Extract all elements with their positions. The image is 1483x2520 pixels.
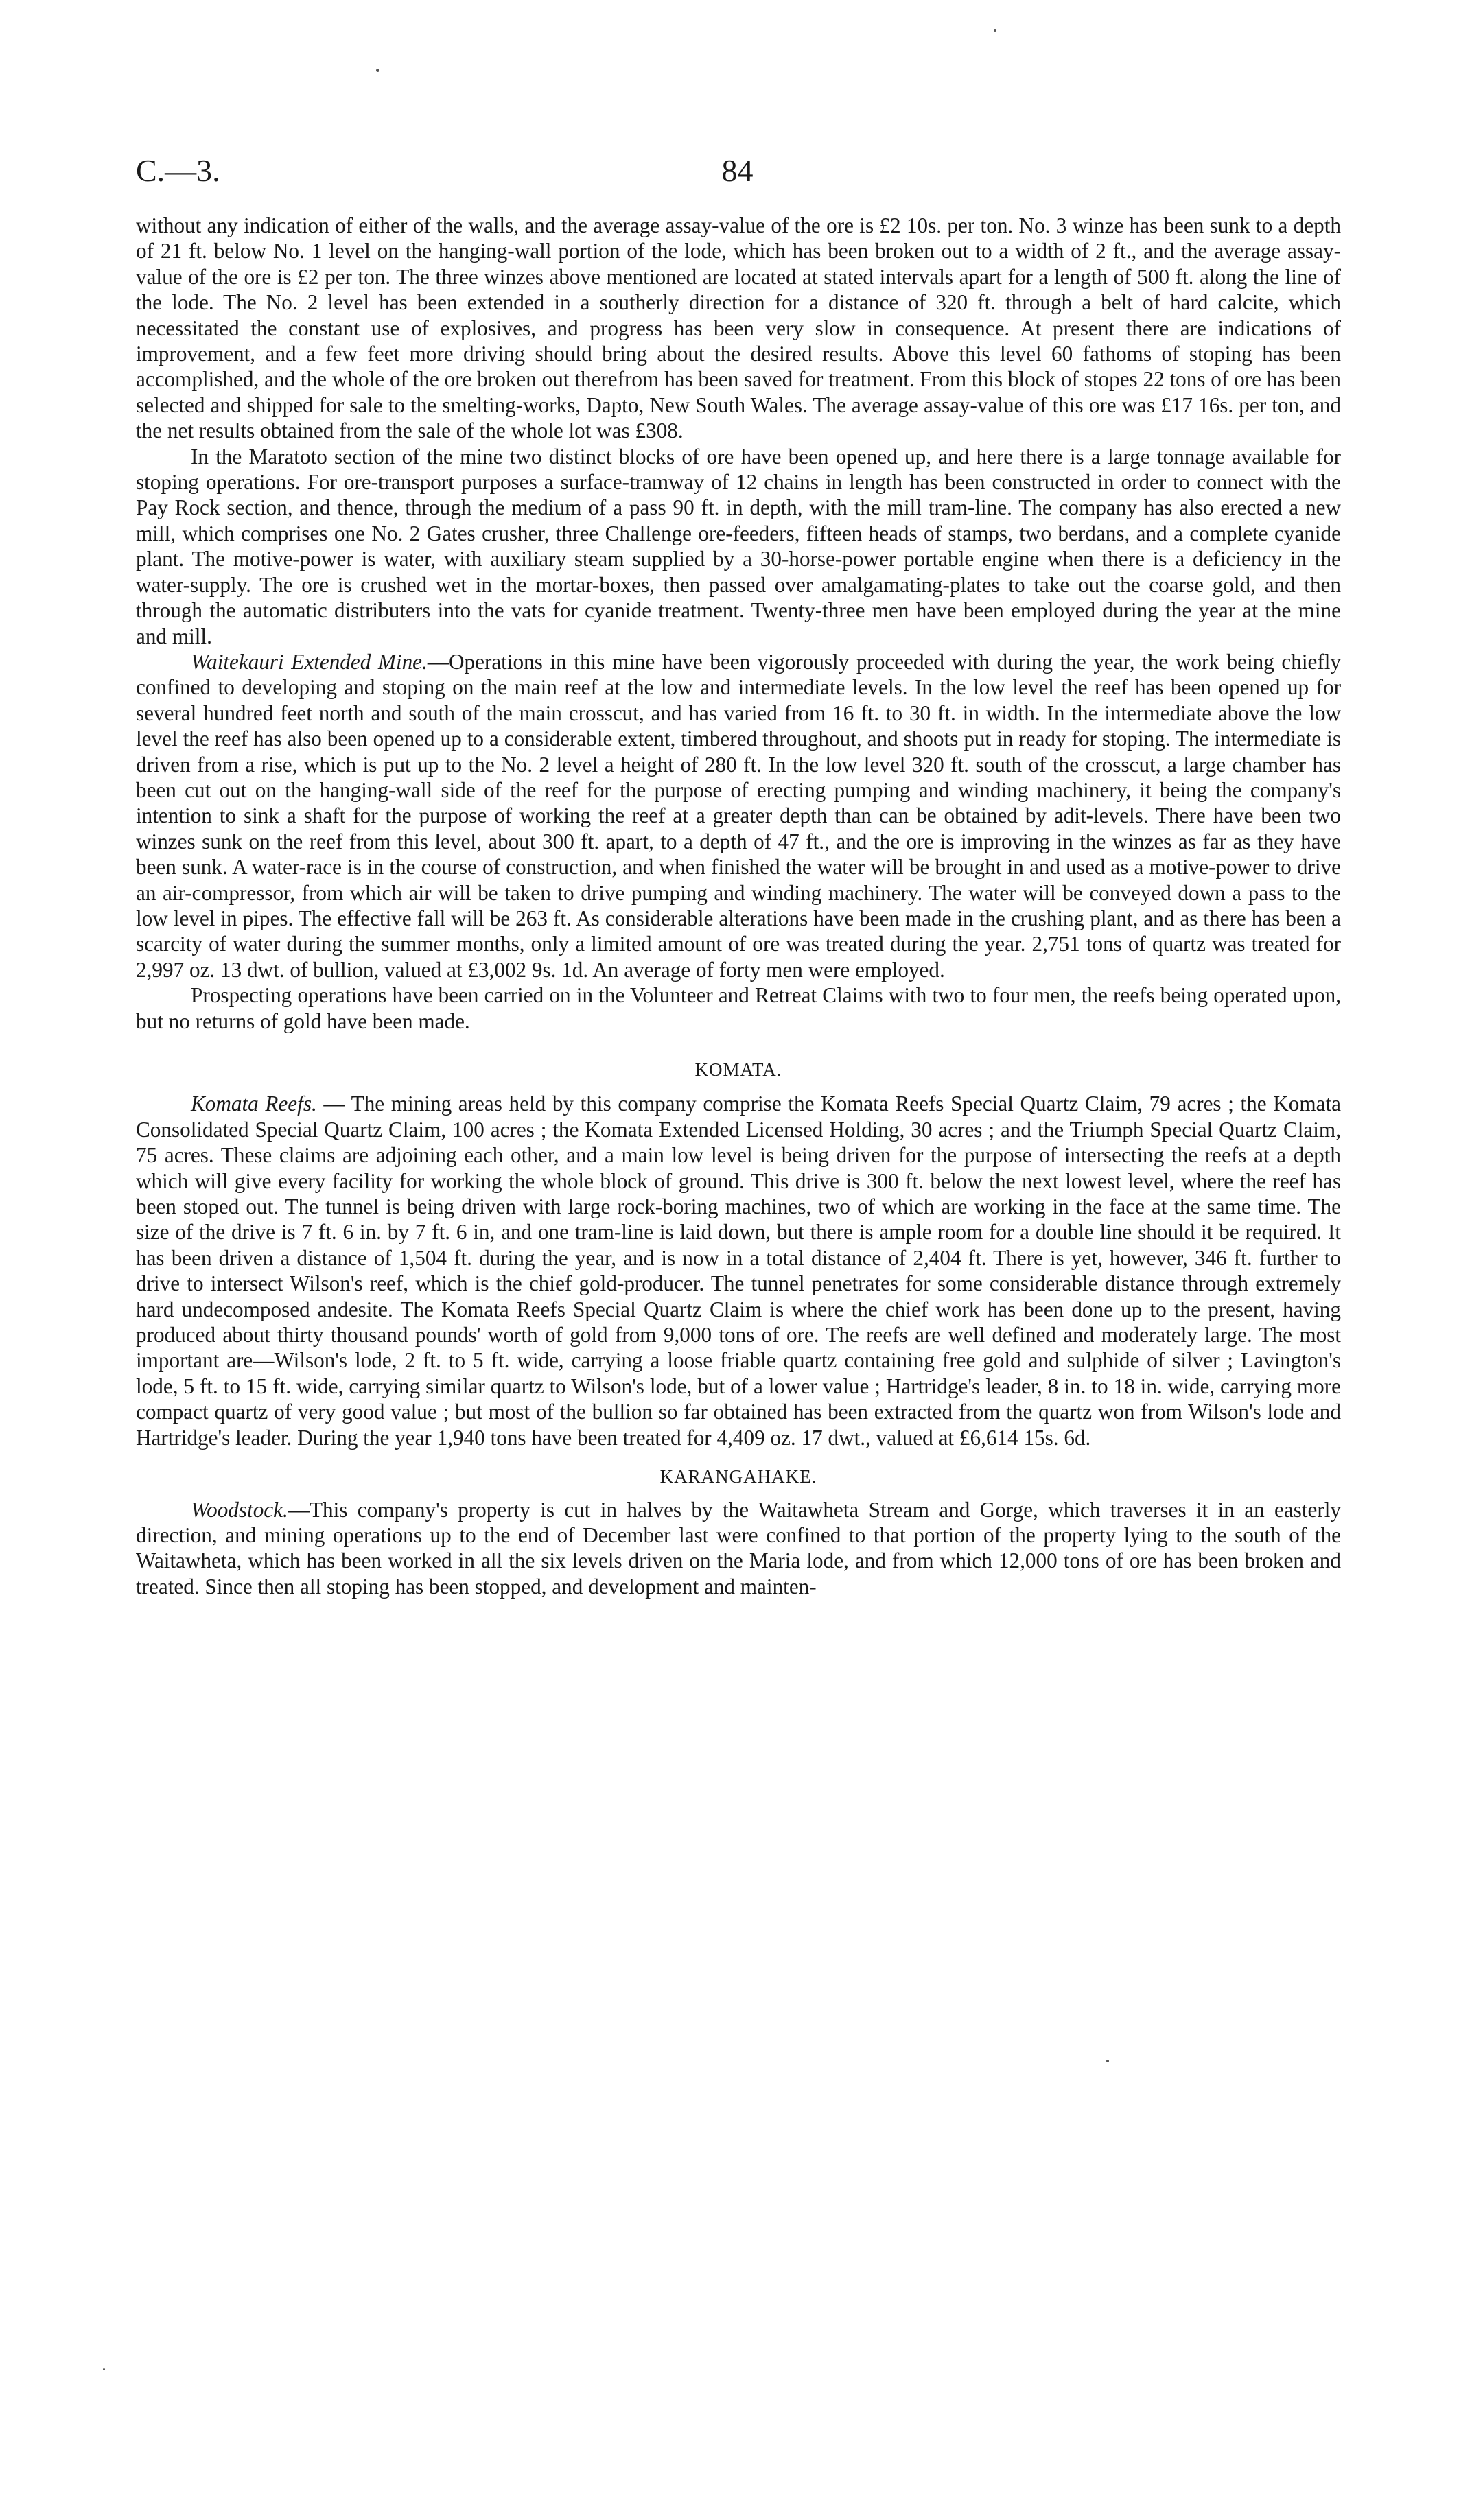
body-text (136, 213, 1341, 1599)
page-header (136, 152, 1339, 200)
woodstock-title: Woodstock. (191, 1497, 288, 1522)
document-code: C.—3. (136, 153, 220, 188)
section-heading-komata: KOMATA. (694, 1059, 782, 1080)
komata-reefs-text: — The mining areas held by this company comprise the Komata Reefs Special Quartz Claim, 79 acres ; the Komata Consolidated Special Quartz Claim, 100 acres ; the Komata Extended Licensed Holding, 30 acres ; and the Triumph Special Quartz Claim, 75 acres. These claims are adjoining each other, and a main low level is being driven for the purpose of intersecting the reefs at a depth which will give every facility for working the whole block of ground. This drive is 300 ft. below the next lowest level, where the reef has been stoped out. The tunnel is being driven with large rock-boring machines, two of which are working in the face at the same time. The size of the drive is 7 ft. 6 in. by 7 ft. 6 in, and one tram-line is laid down, but there is ample room for a double line should it be required. It has been driven a distance of 1,504 ft. during the year, and is now in a total distance of 2,404 ft. There is yet, however, 346 ft. further to drive to intersect Wilson's reef, which is the chief gold-producer. The tunnel penetrates for some considerable distance through extremely hard undecomposed andesite. The Komata Reefs Special Quartz Claim is where the chief work has been done up to the present, having produced about thirty thousand pounds' worth of gold from 9,000 tons of ore. The reefs are well defined and moderately large. The most important are—Wilson's lode, 2 ft. to 5 ft. wide, carrying a loose friable quartz containing free gold and sulphide of silver ; Lavington's lode, 5 ft. to 15 ft. wide, carrying similar quartz to Wilson's lode, but of a lower value ; Hartridge's leader, 8 in. to 18 in. wide, carrying more compact quartz of very good value ; but most of the bullion so far obtained has been extracted from the quartz won from Wilson's lode and Hartridge's leader. During the year 1,940 tons have been treated for 4,409 oz. 17 dwt., valued at £6,614 15s. 6d. (136, 1092, 1341, 1450)
scan-speck (103, 2368, 105, 2370)
paragraph-waitekauri (136, 649, 1341, 982)
paragraph-woodstock (136, 1497, 1341, 1600)
scan-speck (994, 29, 996, 32)
paragraph-continuation: without any indication of either of the walls, and the average assay-value of the ore is £2 10s. per ton. No. 3 winze has been sunk to a depth of 21 ft. below No. 1 level on the hanging-wall portion of the lode, which has been broken out to a width of 2 ft., and the average assay-value of the ore is £2 per ton. The three winzes above mentioned are located at stated intervals apart for a length of 500 ft. along the line of the lode. The No. 2 level has been extended in a southerly direction for a distance of 320 ft. through a belt of hard calcite, which necessitated the constant use of explosives, and progress has been very slow in consequence. At present there are indications of improvement, and a few feet more driving should bring about the desired results. Above this level 60 fathoms of stoping has been accomplished, and the whole of the ore broken out therefrom has been saved for treatment. From this block of stopes 22 tons of ore has been selected and shipped for sale to the smelting-works, Dapto, New South Wales. The average assay-value of this ore was £17 16s. per ton, and the net results obtained from the sale of the whole lot was £308. (136, 213, 1341, 443)
woodstock-text: —This company's property is cut in halves by the Waitawheta Stream and Gorge, which traverses it in an easterly direction, and mining operations up to the end of December last were confined to that portion of the property lying to the south of the Waitawheta, which has been worked in all the six levels driven on the Maria lode, and from which 12,000 tons of ore has been broken and treated. Since then all stoping has been stopped, and development and mainten- (136, 1497, 1341, 1599)
paragraph-komata-reefs (136, 1091, 1341, 1450)
komata-reefs-title: Komata Reefs. (191, 1092, 317, 1116)
scan-speck (376, 69, 379, 72)
waitekauri-title: Waitekauri Extended Mine. (191, 649, 428, 674)
paragraph-maratoto: In the Maratoto section of the mine two distinct blocks of ore have been opened up, and here there is a large tonnage available for stoping operations. For ore-transport purposes a surface-tramway of 12 chains in length has been constructed in order to connect with the Pay Rock section, and thence, through the medium of a pass 90 ft. in depth, with the mill tram-line. The company has also erected a new mill, which comprises one No. 2 Gates crusher, three Challenge ore-feeders, fifteen heads of stamps, two berdans, and a complete cyanide plant. The motive-power is water, with auxiliary steam supplied by a 30-horse-power portable engine when there is a deficiency in the water-supply. The ore is crushed wet in the mortar-boxes, then passed over amalgamating-plates to take out the coarse gold, and then through the automatic distributers into the vats for cyanide treatment. Twenty-three men have been employed during the year at the mine and mill. (136, 444, 1341, 648)
waitekauri-text: —Operations in this mine have been vigorously proceeded with during the year, the work being chiefly confined to developing and stoping on the main reef at the low and intermediate levels. In the low level the reef has been opened up for several hundred feet north and south of the main crosscut, and has varied from 16 ft. to 30 ft. in width. In the intermediate above the low level the reef has also been opened up to a considerable extent, timbered throughout, and shoots put in ready for stoping. The intermediate is driven from a rise, which is put up to the No. 2 level a height of 280 ft. In the low level 320 ft. south of the crosscut, a large chamber has been cut out on the hanging-wall side of the reef for the purpose of erecting pumping and winding machinery, it being the company's intention to sink a shaft for the purpose of working the reef at a greater depth than can be obtained by adit-levels. There have been two winzes sunk on the reef from this level, about 300 ft. apart, to a depth of 47 ft., and the ore is improving in the winzes as far as they have been sunk. A water-race is in the course of construction, and when finished the water will be brought in and used as a motive-power to drive an air-compressor, from which air will be taken to drive pumping and winding machinery. The water will be conveyed down a pass to the low level in pipes. The effective fall will be 263 ft. As considerable alterations have been made in the crushing plant, and as there has been a scarcity of water during the summer months, only a limited amount of ore was treated during the year. 2,751 tons of quartz was treated for 2,997 oz. 13 dwt. of bullion, valued at £3,002 9s. 1d. An average of forty men were employed. (136, 649, 1341, 982)
paragraph-prospecting: Prospecting operations have been carried on in the Volunteer and Retreat Claims with two to four men, the reefs being operated upon, but no returns of gold have been made. (136, 983, 1341, 1033)
scan-speck (1106, 2060, 1109, 2062)
section-heading-karangahake: KARANGAHAKE. (659, 1466, 817, 1487)
page-number: 84 (721, 153, 754, 188)
